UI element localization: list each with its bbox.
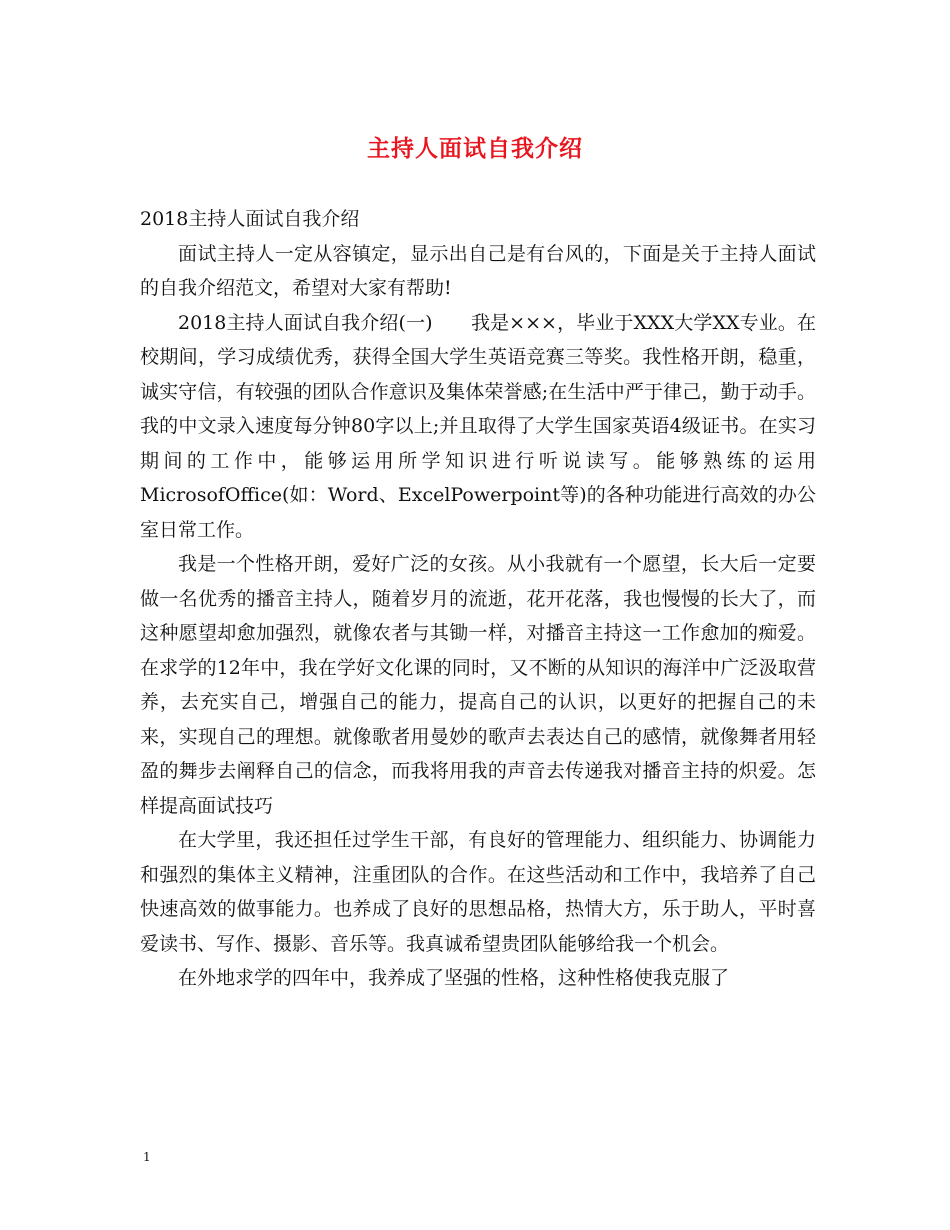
page-number: 1 (143, 1150, 151, 1164)
paragraph-personality: 我是一个性格开朗，爱好广泛的女孩。从小我就有一个愿望，长大后一定要做一名优秀的播音主持人，随着岁月的流逝，花开花落，我也慢慢的长大了，而这种愿望却愈加强烈，就像农者与其锄一样，对播音主持这一工作愈加的痴爱。在求学的12年中，我在学好文化课的同时，又不断的从知识的海洋中广泛汲取营养，去充实自己，增强自己的能力，提高自己的认识，以更好的把握自己的未来，实现自己的理想。就像歌者用曼妙的歌声去表达自己的感情，就像舞者用轻盈的舞步去阐释自己的信念，而我将用我的声音去传递我对播音主持的炽爱。怎样提高面试技巧 (140, 553, 816, 817)
paragraph-intro: 面试主持人一定从容镇定，显示出自己是有台风的，下面是关于主持人面试的自我介绍范文，希望对大家有帮助! (140, 242, 816, 299)
document-title: 主持人面试自我介绍 (367, 135, 583, 162)
document-body (140, 202, 816, 996)
paragraph-university: 在大学里，我还担任过学生干部，有良好的管理能力、组织能力、协调能力和强烈的集体主义精神，注重团队的合作。在这些活动和工作中，我培养了自己快速高效的做事能力。也养成了良好的思想品格，热情大方，乐于助人，平时喜爱读书、写作、摄影、音乐等。我真诚希望贵团队能够给我一个机会。 (140, 829, 816, 955)
paragraph-example-one: 2018主持人面试自我介绍(一) 我是×××，毕业于XXX大学XX专业。在校期间，学习成绩优秀，获得全国大学生英语竞赛三等奖。我性格开朗，稳重，诚实守信，有较强的团队合作意识及集体荣誉感;在生活中严于律己，勤于动手。我的中文录入速度每分钟80字以上;并且取得了大学生国家英语4级证书。在实习期间的工作中，能够运用所学知识进行听说读写。能够熟练的运用MicrosofOffice(如：Word、ExcelPowerpoint等)的各种功能进行高效的办公室日常工作。 (140, 311, 816, 541)
document-subtitle: 2018主持人面试自我介绍 (140, 208, 360, 230)
paragraph-study-abroad: 在外地求学的四年中，我养成了坚强的性格，这种性格使我克服了 (178, 967, 730, 989)
